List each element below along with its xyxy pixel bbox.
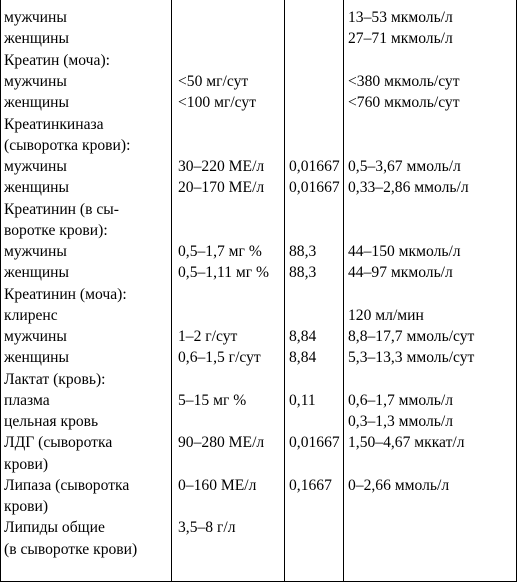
table-cell-col4: <760 мкмоль/сут <box>348 94 460 111</box>
table-cell-col1: Липиды общие <box>4 519 105 536</box>
table-cell-col1: клиренс <box>4 307 58 324</box>
table-row <box>0 7 517 28</box>
table-row <box>0 347 517 368</box>
table-cell-col1: мужчины <box>4 158 67 175</box>
table-row <box>0 71 517 92</box>
table-cell-col1: женщины <box>4 94 70 111</box>
table-cell-col3: 8,84 <box>289 328 317 345</box>
table-cell-col1: мужчины <box>4 243 67 260</box>
table-row <box>0 177 517 198</box>
table-row <box>0 475 517 496</box>
table-row <box>0 135 517 156</box>
table-row <box>0 262 517 283</box>
table-cell-col4: 0,3–1,3 ммоль/л <box>348 413 454 430</box>
table-cell-col1: мужчины <box>4 328 67 345</box>
table-cell-col2: 5–15 мг % <box>178 392 247 409</box>
table-cell-col3: 0,11 <box>289 392 316 409</box>
table-row <box>0 241 517 262</box>
table-cell-col3: 0,01667 <box>289 434 340 451</box>
table-cell-col4: 5,3–13,3 ммоль/сут <box>348 349 475 366</box>
table-row <box>0 496 517 517</box>
table-cell-col4: 0,33–2,86 ммоль/л <box>348 179 469 196</box>
table-row <box>0 220 517 241</box>
table-row <box>0 92 517 113</box>
table-cell-col1: крови) <box>4 498 49 515</box>
table-cell-col1: Креатинин (моча): <box>4 286 127 303</box>
table-cell-col4: 1,50–4,67 мккат/л <box>348 434 465 451</box>
table-cell-col1: Липаза (сыворотка <box>4 477 130 494</box>
table-cell-col1: цельная кровь <box>4 413 99 430</box>
table-cell-col1: крови) <box>4 456 49 473</box>
table-cell-col3: 0,1667 <box>289 477 332 494</box>
table-row <box>0 539 517 560</box>
table-cell-col1: воротке крови): <box>4 222 108 239</box>
table-cell-col4: 13–53 мкмоль/л <box>348 9 453 26</box>
table-row <box>0 50 517 71</box>
table-cell-col1: ЛДГ (сыворотка <box>4 434 113 451</box>
table-cell-col2: 1–2 г/сут <box>178 328 238 345</box>
table-cell-col3: 88,3 <box>289 243 317 260</box>
table-cell-col1: женщины <box>4 30 70 47</box>
table-row <box>0 305 517 326</box>
table-row <box>0 156 517 177</box>
table-cell-col1: женщины <box>4 349 70 366</box>
table-row <box>0 517 517 538</box>
table-row <box>0 454 517 475</box>
table-row <box>0 390 517 411</box>
table-cell-col2: 0,6–1,5 г/сут <box>178 349 261 366</box>
table-cell-col4: 0–2,66 ммоль/л <box>348 477 450 494</box>
table-cell-col4: 27–71 мкмоль/л <box>348 30 453 47</box>
table-row <box>0 411 517 432</box>
table-cell-col2: 0,5–1,11 мг % <box>178 264 270 281</box>
table-cell-col1: (в сыворотке крови) <box>4 541 138 558</box>
table-cell-col3: 0,01667 <box>289 158 340 175</box>
table-cell-col1: мужчины <box>4 9 67 26</box>
table-cell-col2: <100 мг/сут <box>178 94 257 111</box>
table-row <box>0 28 517 49</box>
table-cell-col2: 30–220 МЕ/л <box>178 158 265 175</box>
table-cell-col4: <380 мкмоль/сут <box>348 73 460 90</box>
table-row <box>0 284 517 305</box>
table-cell-col2: 0,5–1,7 мг % <box>178 243 262 260</box>
table-cell-col4: 44–97 мкмоль/л <box>348 264 453 281</box>
table-cell-col3: 88,3 <box>289 264 317 281</box>
table-cell-col4: 8,8–17,7 ммоль/сут <box>348 328 475 345</box>
table-row <box>0 432 517 453</box>
table-row <box>0 114 517 135</box>
table-cell-col3: 0,01667 <box>289 179 340 196</box>
table-cell-col2: 90–280 МЕ/л <box>178 434 265 451</box>
table-row <box>0 199 517 220</box>
table-cell-col4: 120 мл/мин <box>348 307 424 324</box>
table-cell-col1: Лактат (кровь): <box>4 371 106 388</box>
table-cell-col1: Креатинкиназа <box>4 116 104 133</box>
table-cell-col1: женщины <box>4 264 70 281</box>
table-cell-col1: женщины <box>4 179 70 196</box>
table-cell-col1: мужчины <box>4 73 67 90</box>
table-cell-col4: 44–150 мкмоль/л <box>348 243 461 260</box>
table-cell-col4: 0,6–1,7 ммоль/л <box>348 392 454 409</box>
table-cell-col1: (сыворотка крови): <box>4 137 131 154</box>
table-cell-col1: Креатин (моча): <box>4 52 110 69</box>
table-cell-col2: 3,5–8 г/л <box>178 519 236 536</box>
table-row <box>0 326 517 347</box>
table-cell-col2: 0–160 МЕ/л <box>178 477 257 494</box>
table-cell-col2: <50 мг/сут <box>178 73 249 90</box>
table-cell-col2: 20–170 МЕ/л <box>178 179 265 196</box>
table-cell-col1: Креатинин (в сы- <box>4 201 119 218</box>
table-cell-col4: 0,5–3,67 ммоль/л <box>348 158 461 175</box>
table-row <box>0 369 517 390</box>
table-cell-col3: 8,84 <box>289 349 317 366</box>
table-cell-col1: плазма <box>4 392 50 409</box>
